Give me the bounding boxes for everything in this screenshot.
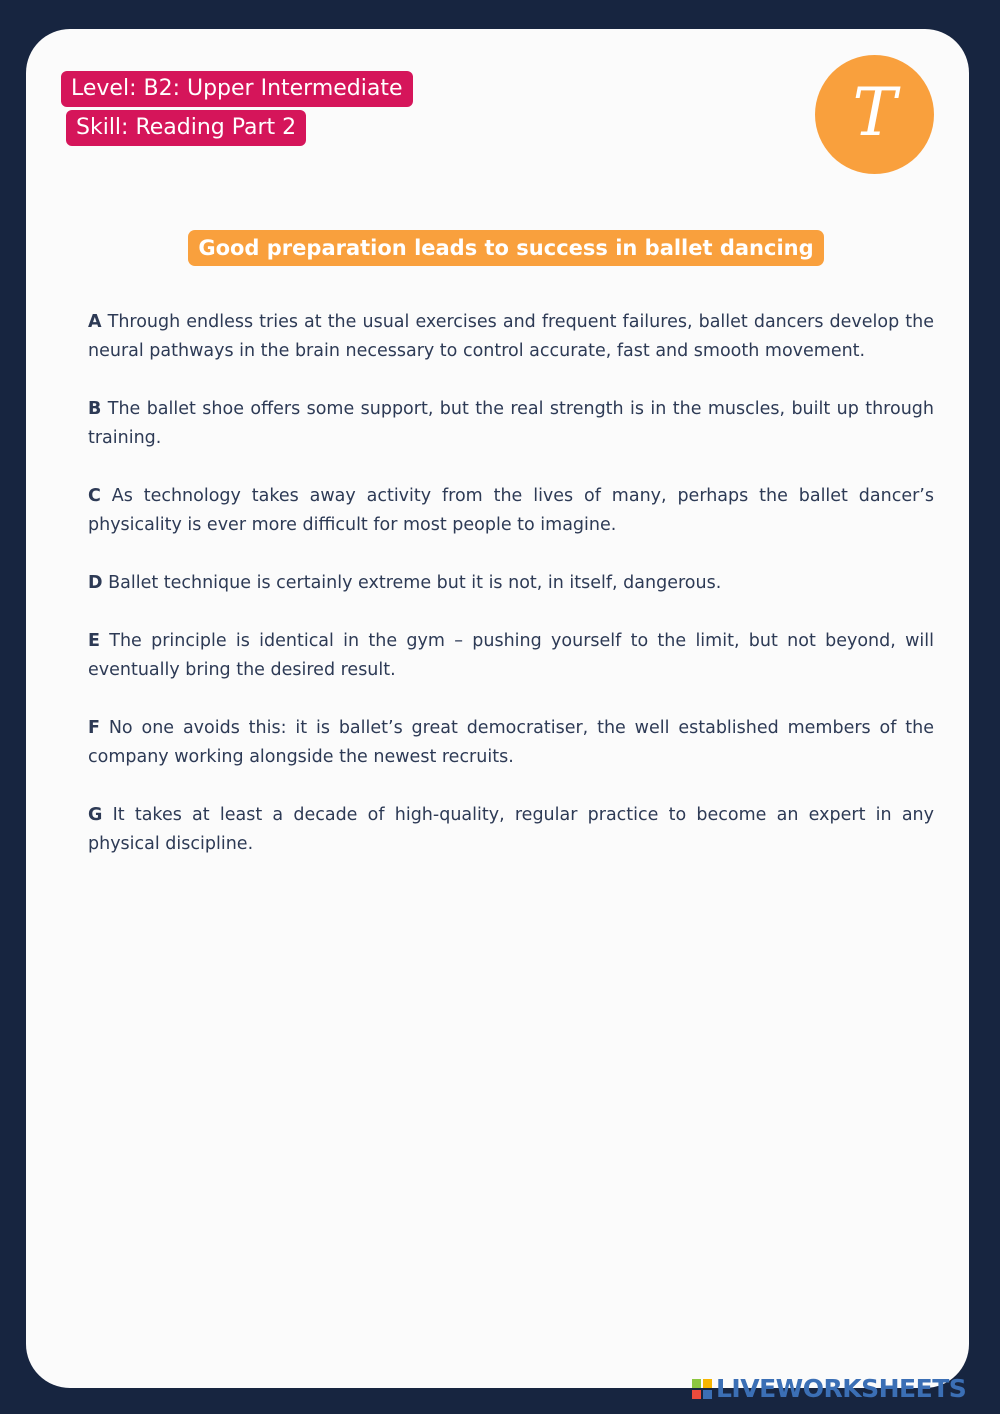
- level-tag: Level: B2: Upper Intermediate: [61, 71, 413, 107]
- skill-tag: Skill: Reading Part 2: [66, 110, 306, 146]
- liveworksheets-logo-icon: [692, 1379, 712, 1399]
- brand-name: LIVEWORKSHEETS: [716, 1374, 967, 1403]
- liveworksheets-watermark: [692, 1376, 966, 1402]
- sentence-text: Through endless tries at the usual exercises and frequent failures, ballet dancers develop the neural pathways in the brain necessary to control accurate, fast and smooth movement.: [88, 312, 934, 361]
- sentence-letter: A: [88, 312, 102, 332]
- sentence-list: [88, 308, 934, 888]
- sentence-item-a: [88, 308, 934, 366]
- sentence-text: Ballet technique is certainly extreme but it is not, in itself, dangerous.: [108, 573, 722, 593]
- sentence-letter: C: [88, 486, 101, 506]
- sentence-item-g: [88, 801, 934, 859]
- sentence-item-c: [88, 482, 934, 540]
- sentence-letter: G: [88, 805, 103, 825]
- sentence-item-d: [88, 569, 934, 598]
- sentence-item-b: [88, 395, 934, 453]
- sentence-letter: D: [88, 573, 103, 593]
- sentence-text: The principle is identical in the gym – pushing yourself to the limit, but not beyond, will eventually bring the desired result.: [88, 631, 934, 680]
- sentence-letter: F: [88, 718, 100, 738]
- sentence-letter: E: [88, 631, 100, 651]
- logo-letter: T: [852, 73, 897, 151]
- page-title: Good preparation leads to success in ballet dancing: [188, 230, 823, 266]
- sentence-item-e: [88, 627, 934, 685]
- logo: [815, 55, 934, 174]
- worksheet-page: [26, 29, 969, 1388]
- sentence-letter: B: [88, 399, 102, 419]
- sentence-text: No one avoids this: it is ballet’s great democratiser, the well established members of the company working alongside the newest recruits.: [88, 718, 934, 767]
- sentence-item-f: [88, 714, 934, 772]
- sentence-text: It takes at least a decade of high-quality, regular practice to become an expert in any physical discipline.: [88, 805, 934, 854]
- sentence-text: As technology takes away activity from the lives of many, perhaps the ballet dancer’s physicality is ever more difficult for most people to imagine.: [88, 486, 934, 535]
- title-container: [26, 230, 986, 266]
- sentence-text: The ballet shoe offers some support, but the real strength is in the muscles, built up through training.: [88, 399, 934, 448]
